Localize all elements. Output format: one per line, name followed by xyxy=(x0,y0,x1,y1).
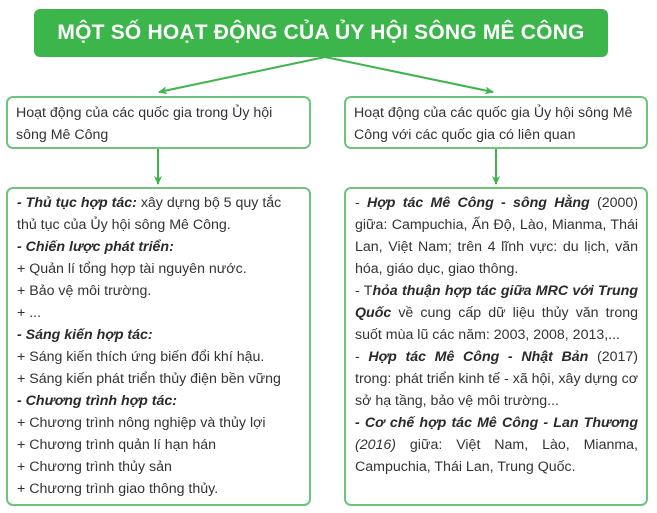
left-heading-box xyxy=(6,96,311,149)
cooperation-item: - Hợp tác Mê Công - Nhật Bản (2017) trong: phát triển kinh tế - xã hội, xây dựng cơ sở hạ tầng, bảo vệ môi trường... xyxy=(355,349,639,409)
left-content-box xyxy=(6,187,311,506)
right-content-box xyxy=(344,187,648,506)
section-heading: - Chương trình hợp tác: xyxy=(17,393,177,409)
cooperation-item: - Cơ chế hợp tác Mê Công - Lan Thương (2016) giữa: Việt Nam, Lào, Mianma, Campuchia, Thái Lan, Trung Quốc. xyxy=(355,415,638,475)
cooperation-item: - Hợp tác Mê Công - sông Hằng (2000) giữa: Campuchia, Ấn Độ, Lào, Mianma, Thái Lan, Việt Nam; trên 4 lĩnh vực: du lịch, văn hóa, giáo dục, giao thông. xyxy=(355,195,638,277)
section-heading: - Sáng kiến hợp tác: xyxy=(17,327,153,343)
list-item: thủ tục của Ủy hội sông Mê Công. xyxy=(17,217,231,233)
arrow-title-to-right xyxy=(325,57,493,92)
list-item: + Quản lí tổng hợp tài nguyên nước. xyxy=(17,261,247,277)
list-item: + ... xyxy=(17,305,42,321)
list-item: + Bảo vệ môi trường. xyxy=(17,283,152,299)
list-item: + Sáng kiến thích ứng biến đổi khí hậu. xyxy=(17,349,265,365)
section-heading: - Chiến lược phát triển: xyxy=(17,239,174,255)
list-item: + Chương trình nông nghiệp và thủy lợi xyxy=(17,415,266,431)
cooperation-item: - Thỏa thuận hợp tác giữa MRC với Trung Quốc về cung cấp dữ liệu thủy văn trong suốt mùa lũ các năm: 2003, 2008, 2013,... xyxy=(355,283,638,343)
diagram-title: MỘT SỐ HOẠT ĐỘNG CỦA ỦY HỘI SÔNG MÊ CÔNG xyxy=(34,9,608,57)
list-item: + Chương trình thủy sản xyxy=(17,459,172,475)
arrow-title-to-left xyxy=(159,57,325,92)
list-item: - Thủ tục hợp tác: xây dựng bộ 5 quy tắc xyxy=(17,195,282,211)
right-heading-box xyxy=(344,96,648,149)
list-item: + Chương trình giao thông thủy. xyxy=(17,481,219,497)
right-heading: Hoạt động của các quốc gia Ủy hội sông Mê Công với các quốc gia có liên quan xyxy=(354,105,633,143)
left-heading: Hoạt động của các quốc gia trong Ủy hội sông Mê Công xyxy=(16,105,273,143)
list-item: + Sáng kiến phát triển thủy điện bền vững xyxy=(17,371,281,387)
list-item: + Chương trình quản lí hạn hán xyxy=(17,437,217,453)
